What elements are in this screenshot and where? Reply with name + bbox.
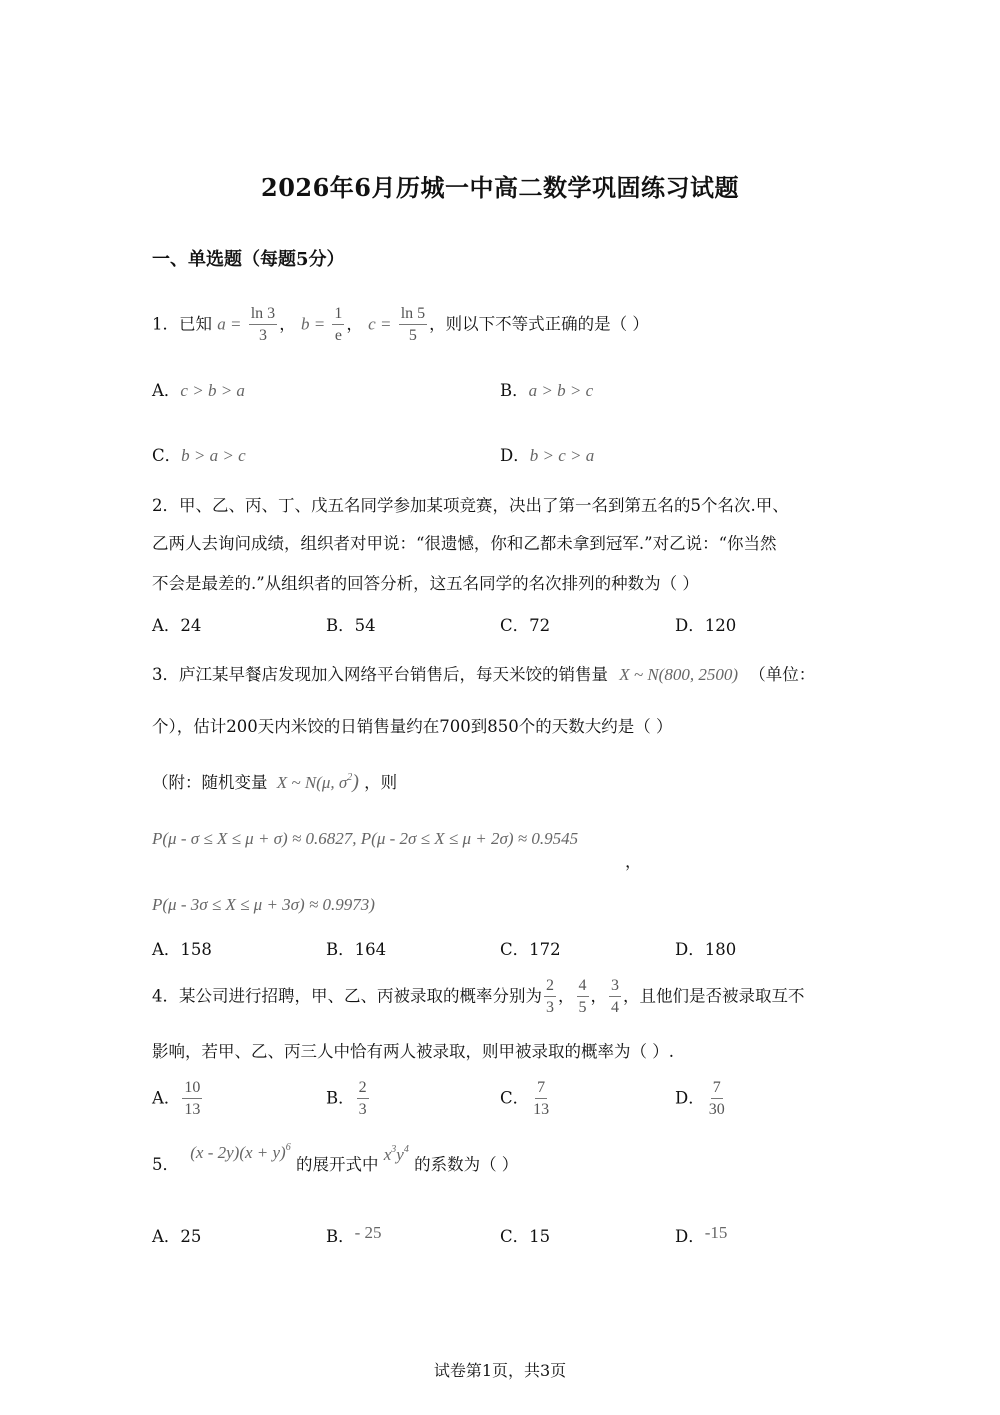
- q5-expr-text: (x - 2y)(x + y): [190, 1143, 286, 1162]
- q4-option-b[interactable]: [326, 1080, 371, 1118]
- option-value: c > b > a: [180, 381, 245, 400]
- question-3-line-2: 个），估计200天内米饺的日销售量约在700到850个的天数大约是（ ）: [152, 717, 673, 736]
- option-fraction: [357, 1080, 369, 1118]
- q1-c-fraction: [399, 306, 427, 344]
- option-label: A．: [152, 1088, 181, 1108]
- option-label: D．: [500, 446, 530, 465]
- option-label: A．: [152, 1227, 181, 1246]
- q5-option-d[interactable]: [675, 1223, 727, 1247]
- q3-formula-1: P(μ - σ ≤ X ≤ μ + σ) ≈ 0.6827, P(μ - 2σ ≤ X ≤ μ + 2σ) ≈ 0.9545: [152, 829, 579, 848]
- option-value: 72: [529, 616, 551, 635]
- option-label: D．: [675, 616, 705, 635]
- q5-term-x: x: [383, 1145, 392, 1164]
- q5-term-y: y: [396, 1145, 404, 1164]
- option-value: 24: [180, 616, 202, 635]
- option-fraction: [707, 1080, 727, 1118]
- q1-c-numerator: ln 5: [399, 306, 427, 325]
- option-value: - 25: [354, 1223, 382, 1242]
- option-value: 172: [529, 940, 561, 959]
- q3-distribution: X ~ N(800, 2500): [619, 665, 738, 684]
- option-label: C．: [152, 446, 182, 465]
- option-value: 120: [704, 616, 737, 635]
- q4-sep-2: ，: [590, 986, 607, 1006]
- q2-option-b[interactable]: [326, 612, 376, 636]
- q3-formula-2: P(μ - 3σ ≤ X ≤ μ + 3σ) ≈ 0.9973): [152, 895, 375, 914]
- q1-option-a[interactable]: [152, 377, 245, 401]
- question-5-number: 5．: [152, 1155, 179, 1174]
- page-footer: 试卷第1页，共3页: [433, 1361, 567, 1380]
- option-label: C．: [500, 940, 530, 959]
- option-fraction: [531, 1080, 551, 1118]
- q4-f1-numerator: 2: [544, 978, 556, 997]
- page-title: 2026年6月历城一中高二数学巩固练习试题: [261, 173, 739, 202]
- option-label: B．: [326, 1227, 355, 1246]
- q1-a-fraction: [249, 306, 277, 344]
- q4-f2-numerator: 4: [577, 978, 589, 997]
- q3-note-dist-text: X ~ N(μ, σ: [276, 773, 348, 792]
- q3-option-a[interactable]: [152, 936, 212, 960]
- question-5-stem: [152, 1142, 519, 1179]
- option-denominator: 13: [533, 1101, 550, 1118]
- option-numerator: 2: [357, 1080, 369, 1099]
- option-numerator: 10: [182, 1080, 202, 1099]
- option-value: 15: [529, 1227, 551, 1246]
- option-value: 54: [354, 616, 376, 635]
- option-label: D．: [675, 1088, 705, 1108]
- q5-option-c[interactable]: [500, 1223, 550, 1247]
- q5-text: 的展开式中: [295, 1155, 379, 1174]
- q3-formula-comma: ，: [625, 852, 642, 871]
- question-2-line-3: 不会是最差的.”从组织者的回答分析，这五名同学的名次排列的种数为（ ）: [152, 574, 699, 593]
- option-value: 164: [354, 940, 387, 959]
- q5-term-x-exp: 3: [391, 1144, 397, 1155]
- option-label: B．: [326, 1088, 355, 1108]
- option-numerator: 7: [535, 1080, 547, 1099]
- q5-expr-exponent: 6: [285, 1142, 291, 1153]
- q4-fraction-2: [577, 978, 589, 1016]
- q4-fraction-1: [544, 978, 556, 1016]
- option-label: A．: [152, 940, 181, 959]
- q4-f1-denominator: 3: [546, 999, 554, 1016]
- q5-term-y-exp: 4: [403, 1144, 409, 1155]
- q1-a-lhs: a =: [217, 314, 242, 334]
- question-1-stem: [152, 306, 649, 344]
- q1-option-c[interactable]: [152, 442, 246, 466]
- q4-option-a[interactable]: [152, 1080, 204, 1118]
- q1-sep-1: ，: [279, 314, 296, 334]
- option-label: C．: [500, 1227, 530, 1246]
- q3-option-b[interactable]: [326, 936, 386, 960]
- question-3-line-1: [152, 661, 815, 689]
- q1-b-lhs: b =: [300, 314, 326, 334]
- q1-b-fraction: [332, 306, 344, 344]
- question-2-line-2: 乙两人去询问成绩，组织者对甲说：“很遗憾，你和乙都未拿到冠军.”对乙说：“你当然: [152, 534, 777, 553]
- q3-note-distribution: [277, 773, 359, 792]
- q2-option-a[interactable]: [152, 612, 201, 636]
- option-denominator: 3: [358, 1101, 367, 1118]
- q3-note-tail: ，则: [364, 773, 398, 792]
- q1-option-b[interactable]: [500, 377, 593, 401]
- q1-a-numerator: ln 3: [249, 306, 277, 325]
- q1-c-lhs: c =: [368, 314, 392, 334]
- question-4-line-1: [152, 978, 805, 1016]
- q1-b-denominator: e: [334, 327, 342, 344]
- option-denominator: 30: [708, 1101, 725, 1118]
- option-label: D．: [675, 940, 705, 959]
- q4-f3-numerator: 3: [609, 978, 621, 997]
- option-label: B．: [500, 381, 529, 400]
- question-3-note: [152, 764, 397, 797]
- q5-option-a[interactable]: [152, 1223, 201, 1247]
- question-2-line-1: 2．甲、乙、丙、丁、戊五名同学参加某项竞赛，决出了第一名到第五名的5个名次.甲、: [152, 496, 789, 515]
- q3-option-c[interactable]: [500, 936, 561, 960]
- option-label: C．: [500, 1088, 530, 1108]
- q5-term: [384, 1145, 409, 1164]
- question-1-number: 1．已知: [152, 314, 212, 334]
- q4-f2-denominator: 5: [578, 999, 587, 1016]
- option-label: C．: [500, 616, 530, 635]
- q3-unit-label: （单位：: [749, 665, 816, 684]
- option-denominator: 13: [184, 1101, 201, 1118]
- option-value: 25: [180, 1227, 202, 1246]
- option-value: 158: [180, 940, 212, 959]
- option-value: b > a > c: [181, 446, 246, 465]
- option-value: 180: [704, 940, 737, 959]
- q1-option-d[interactable]: [500, 442, 594, 466]
- q4-text: 4．某公司进行招聘，甲、乙、丙被录取的概率分别为: [152, 986, 542, 1006]
- q3-option-d[interactable]: [675, 936, 736, 960]
- q5-option-b[interactable]: [326, 1223, 382, 1247]
- q1-tail: ，则以下不等式正确的是（ ）: [429, 314, 649, 334]
- q5-expression: [190, 1143, 290, 1162]
- q4-option-d[interactable]: [675, 1080, 729, 1118]
- q3-note-exponent: 2: [347, 772, 353, 783]
- option-fraction: [182, 1080, 202, 1118]
- option-label: D．: [675, 1227, 705, 1246]
- option-label: A．: [152, 616, 181, 635]
- question-4-line-2: 影响，若甲、乙、丙三人中恰有两人被录取，则甲被录取的概率为（ ）.: [152, 1042, 674, 1061]
- option-label: B．: [326, 940, 355, 959]
- option-label: B．: [326, 616, 355, 635]
- q2-option-d[interactable]: [675, 612, 736, 636]
- option-numerator: 7: [711, 1080, 723, 1099]
- q3-note-text: （附：随机变量: [152, 773, 268, 792]
- option-label: A．: [152, 381, 181, 400]
- option-value: b > c > a: [529, 446, 595, 465]
- q4-fraction-3: [609, 978, 621, 1016]
- q2-option-c[interactable]: [500, 612, 550, 636]
- q1-c-denominator: 5: [408, 327, 417, 344]
- q1-b-numerator: 1: [332, 306, 344, 325]
- q4-text-tail: ，且他们是否被录取互不: [623, 986, 805, 1006]
- q4-sep-1: ，: [558, 986, 575, 1006]
- q1-a-denominator: 3: [258, 327, 267, 344]
- q1-sep-2: ，: [346, 314, 363, 334]
- section-heading: 一、单选题（每题5分）: [152, 249, 345, 270]
- q3-text: 3．庐江某早餐店发现加入网络平台销售后，每天米饺的销售量: [152, 665, 608, 684]
- q3-note-close: ): [352, 771, 359, 793]
- option-value: a > b > c: [528, 381, 594, 400]
- q5-text-tail: 的系数为（ ）: [414, 1155, 519, 1174]
- option-value: -15: [704, 1223, 728, 1242]
- q4-option-c[interactable]: [500, 1080, 553, 1118]
- q4-f3-denominator: 4: [611, 999, 619, 1016]
